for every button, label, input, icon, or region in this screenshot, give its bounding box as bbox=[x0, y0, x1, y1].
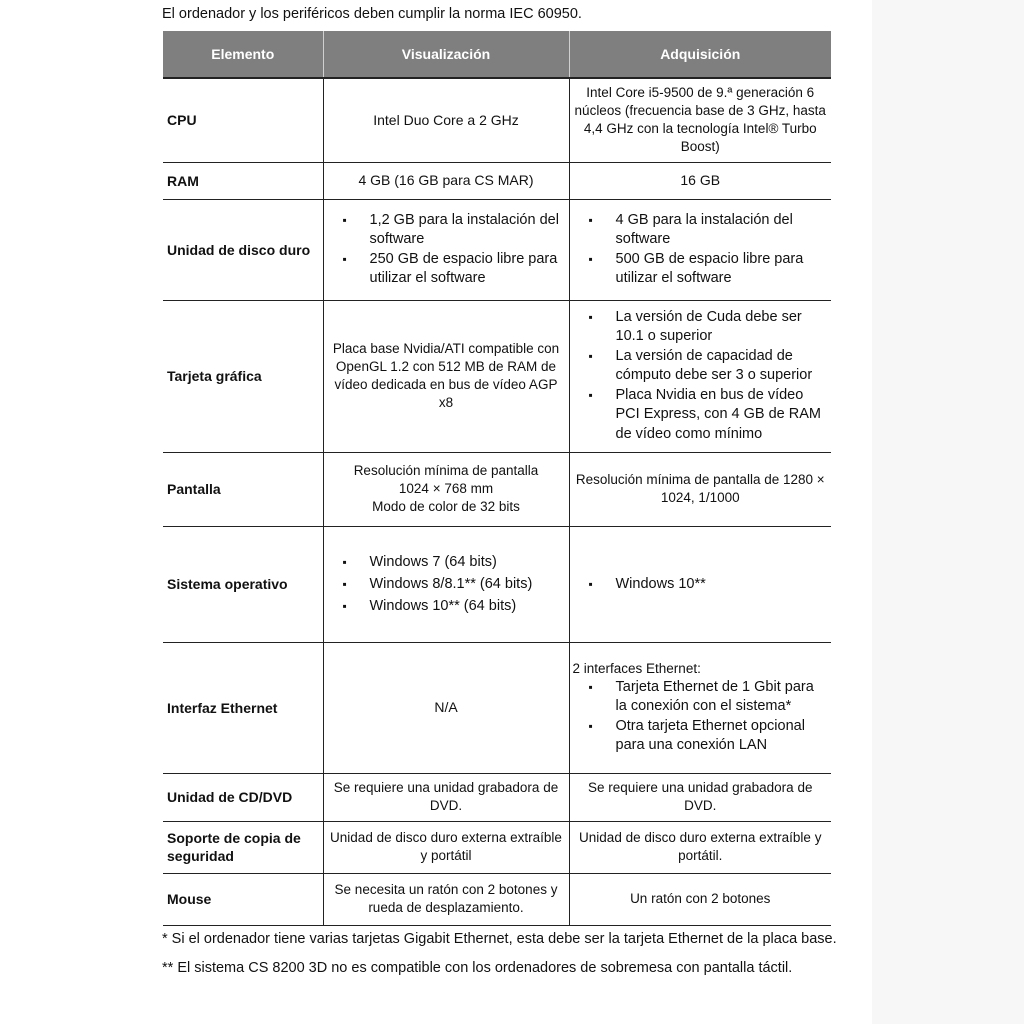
disk-adquisicion bbox=[569, 199, 831, 300]
requirements-table bbox=[163, 31, 831, 926]
ethernet-label: Interfaz Ethernet bbox=[163, 642, 323, 773]
list-item: ▪ Windows 7 (64 bits) bbox=[370, 551, 566, 573]
ethernet-intro: 2 interfaces Ethernet: bbox=[572, 660, 701, 676]
footnote-2: ** El sistema CS 8200 3D no es compatible con los ordenadores de sobremesa con pantalla táctil. bbox=[162, 960, 793, 976]
ram-visualizacion: 4 GB (16 GB para CS MAR) bbox=[323, 162, 569, 199]
header-visualizacion: Visualización bbox=[323, 31, 569, 78]
row-backup bbox=[163, 821, 831, 873]
row-mouse bbox=[163, 873, 831, 925]
ram-adquisicion: 16 GB bbox=[569, 162, 831, 199]
list-item: ▪ Tarjeta Ethernet de 1 Gbit para la conexión con el sistema* bbox=[616, 678, 829, 717]
screen-vis-line: Modo de color de 32 bits bbox=[372, 499, 520, 514]
row-gpu bbox=[163, 300, 831, 452]
disk-label: Unidad de disco duro bbox=[163, 199, 323, 300]
mouse-adquisicion: Un ratón con 2 botones bbox=[569, 873, 831, 925]
footnote-1: * Si el ordenador tiene varias tarjetas Gigabit Ethernet, esta debe ser la tarjeta Ethernet de la placa base. bbox=[162, 931, 837, 947]
os-adquisicion bbox=[569, 526, 831, 642]
row-dvd bbox=[163, 773, 831, 821]
header-adquisicion: Adquisición bbox=[569, 31, 831, 78]
list-item: ▪ La versión de capacidad de cómputo debe ser 3 o superior bbox=[616, 347, 829, 386]
list-item: ▪ 4 GB para la instalación del software bbox=[616, 211, 829, 250]
ethernet-adquisicion bbox=[569, 642, 831, 773]
mouse-label: Mouse bbox=[163, 873, 323, 925]
backup-visualizacion: Unidad de disco duro externa extraíble y portátil bbox=[323, 821, 569, 873]
ethernet-visualizacion: N/A bbox=[323, 642, 569, 773]
header-row bbox=[163, 31, 831, 78]
gpu-adquisicion bbox=[569, 300, 831, 452]
list-item: ▪ 500 GB de espacio libre para utilizar el software bbox=[616, 250, 829, 289]
row-disk bbox=[163, 199, 831, 300]
screen-label: Pantalla bbox=[163, 452, 323, 526]
footnotes bbox=[162, 930, 842, 988]
screen-visualizacion bbox=[323, 452, 569, 526]
row-os bbox=[163, 526, 831, 642]
list-item: ▪ 250 GB de espacio libre para utilizar el software bbox=[370, 250, 566, 289]
list-item: ▪ Otra tarjeta Ethernet opcional para una conexión LAN bbox=[616, 717, 829, 756]
row-cpu bbox=[163, 78, 831, 162]
dvd-label: Unidad de CD/DVD bbox=[163, 773, 323, 821]
list-item: ▪ Placa Nvidia en bus de vídeo PCI Express, con 4 GB de RAM de vídeo como mínimo bbox=[616, 386, 829, 445]
screen-adquisicion: Resolución mínima de pantalla de 1280 × 1024, 1/1000 bbox=[569, 452, 831, 526]
gpu-label: Tarjeta gráfica bbox=[163, 300, 323, 452]
screen-vis-line: 1024 × 768 mm bbox=[398, 481, 494, 496]
list-item: ▪ 1,2 GB para la instalación del software bbox=[370, 211, 566, 250]
screen-vis-line: Resolución mínima de pantalla bbox=[353, 463, 539, 478]
cpu-adquisicion: Intel Core i5-9500 de 9.ª generación 6 núcleos (frecuencia base de 3 GHz, hasta 4,4 GHz con la tecnología Intel® Turbo Boost) bbox=[569, 78, 831, 162]
list-item: ▪ Windows 10** (64 bits) bbox=[370, 595, 566, 617]
list-item: ▪ La versión de Cuda debe ser 10.1 o superior bbox=[616, 308, 829, 347]
cpu-visualizacion: Intel Duo Core a 2 GHz bbox=[323, 78, 569, 162]
cpu-label: CPU bbox=[163, 78, 323, 162]
page-margin-shade bbox=[872, 0, 1024, 1024]
row-ethernet bbox=[163, 642, 831, 773]
header-elemento: Elemento bbox=[163, 31, 323, 78]
ram-label: RAM bbox=[163, 162, 323, 199]
backup-label: Soporte de copia de seguridad bbox=[163, 821, 323, 873]
disk-visualizacion bbox=[323, 199, 569, 300]
gpu-visualizacion: Placa base Nvidia/ATI compatible con OpenGL 1.2 con 512 MB de RAM de vídeo dedicada en bus de vídeo AGP x8 bbox=[323, 300, 569, 452]
dvd-adquisicion: Se requiere una unidad grabadora de DVD. bbox=[569, 773, 831, 821]
os-visualizacion bbox=[323, 526, 569, 642]
mouse-visualizacion: Se necesita un ratón con 2 botones y rueda de desplazamiento. bbox=[323, 873, 569, 925]
intro-text: El ordenador y los periféricos deben cumplir la norma IEC 60950. bbox=[162, 6, 582, 22]
row-ram bbox=[163, 162, 831, 199]
backup-adquisicion: Unidad de disco duro externa extraíble y portátil. bbox=[569, 821, 831, 873]
os-label: Sistema operativo bbox=[163, 526, 323, 642]
row-screen bbox=[163, 452, 831, 526]
list-item: ▪ Windows 8/8.1** (64 bits) bbox=[370, 573, 566, 595]
dvd-visualizacion: Se requiere una unidad grabadora de DVD. bbox=[323, 773, 569, 821]
list-item: ▪ Windows 10** bbox=[616, 573, 829, 595]
